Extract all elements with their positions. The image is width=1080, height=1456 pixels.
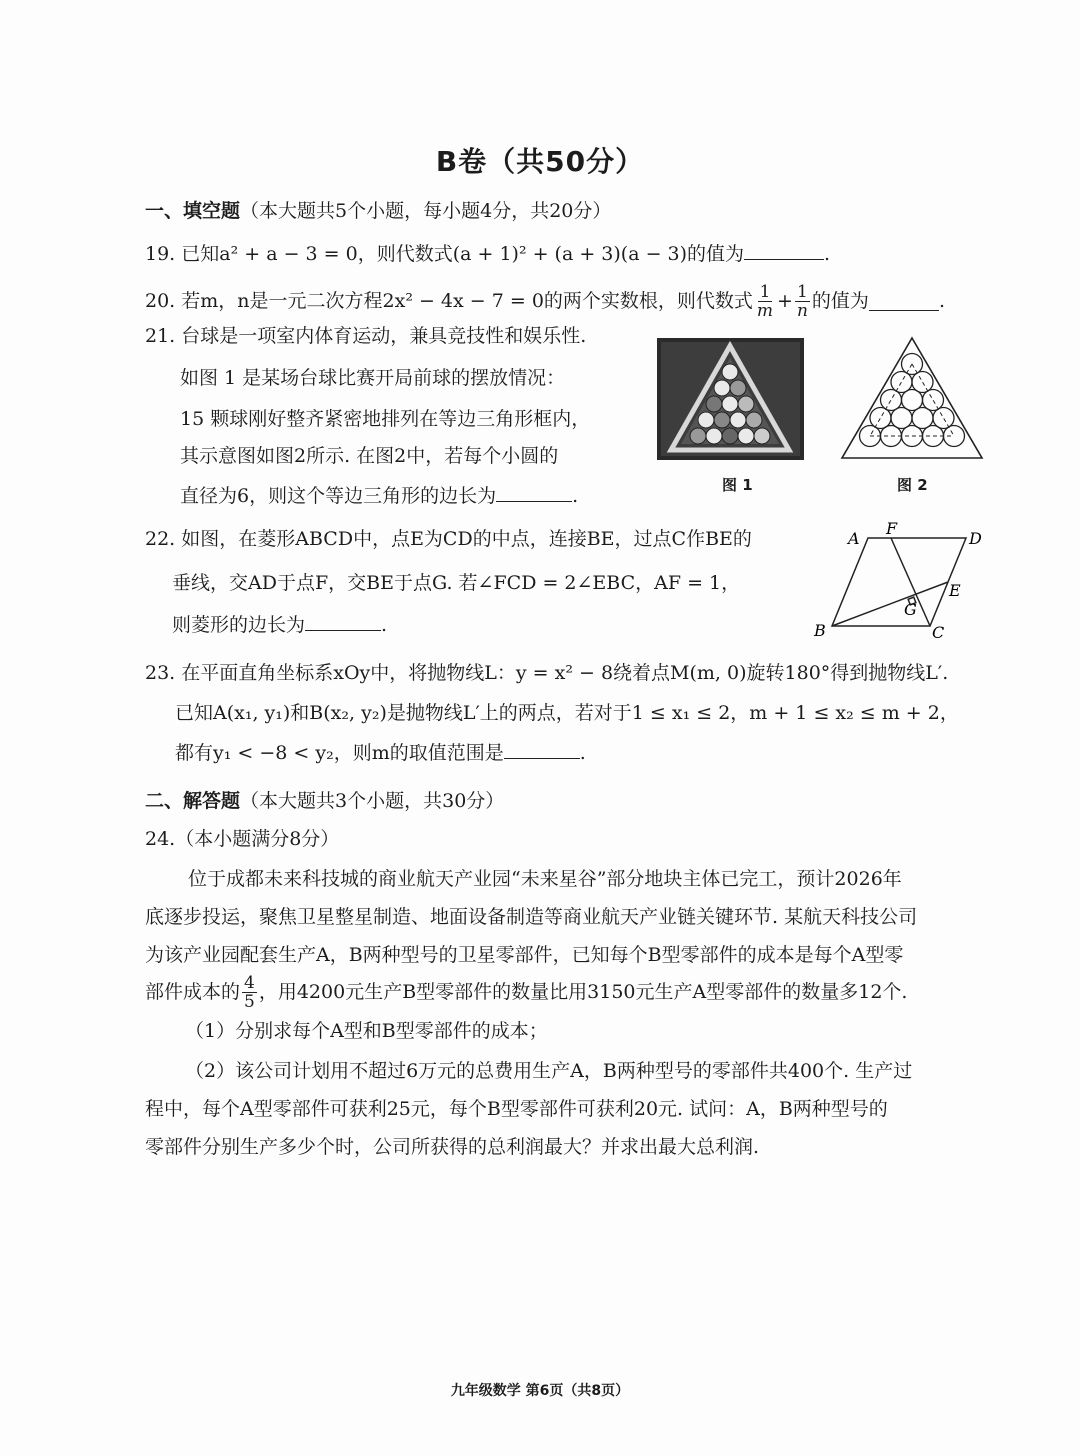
section-1-note: （本大题共5个小题，每小题4分，共20分） (240, 200, 612, 222)
billiard-photo-figure (657, 338, 804, 460)
question-24-para-line-4-b: ，用4200元生产B型零部件的数量比用3150元生产A型零部件的数量多12个. (258, 981, 908, 1003)
label-A: A (848, 529, 860, 548)
fraction-denominator: 5 (244, 991, 255, 1012)
question-22-end: . (381, 614, 388, 636)
question-21-line-3: 15 颗球刚好整齐紧密地排列在等边三角形框内， (180, 408, 591, 430)
answer-blank-21 (496, 483, 572, 502)
question-24-para-line-4-a: 部件成本的 (145, 981, 241, 1003)
page-title: B卷（共50分） (435, 145, 645, 178)
fraction-denominator: n (796, 300, 808, 321)
question-20 (145, 281, 945, 321)
question-21-line-5-text: 直径为6，则这个等边三角形的边长为 (180, 485, 497, 507)
section-2-heading (145, 788, 504, 814)
answer-blank-20 (869, 292, 939, 311)
label-B: B (814, 621, 826, 640)
label-E: E (949, 581, 961, 600)
label-G: G (904, 600, 917, 619)
page-footer: 九年级数学 第6页（共8页） (450, 1383, 630, 1399)
fraction-numerator: 1 (759, 281, 771, 302)
question-24-para-line-4 (145, 972, 907, 1012)
question-20-end: . (938, 290, 945, 312)
question-24-sub-1: （1）分别求每个A型和B型零部件的成本； (185, 1020, 548, 1042)
rhombus-figure (808, 518, 998, 644)
figure-1-caption: 图 1 (722, 476, 753, 494)
triangle-circles-figure (840, 336, 984, 462)
question-22-line-3 (172, 612, 387, 638)
question-23-line-1: 23. 在平面直角坐标系xOy中，将抛物线L：y = x² − 8绕着点M(m, 0)旋转180°得到抛物线L′. (145, 662, 949, 684)
fraction-numerator: 4 (244, 972, 255, 993)
question-21-line-4: 其示意图如图2所示. 在图2中，若每个小圆的 (180, 445, 559, 467)
question-19-end: . (824, 243, 831, 265)
fraction-1-over-m (755, 283, 775, 320)
answer-blank-19 (744, 241, 824, 260)
section-2-note: （本大题共3个小题，共30分） (240, 790, 505, 812)
question-19 (145, 241, 830, 267)
question-23-line-3-text: 都有y₁ < −8 < y₂，则m的取值范围是 (175, 742, 504, 764)
question-21-line-2: 如图 1 是某场台球比赛开局前球的摆放情况： (180, 367, 566, 389)
question-24-sub-2-line-3: 零部件分别生产多少个时，公司所获得的总利润最大？并求出最大总利润. (145, 1136, 760, 1158)
section-2-label: 二、解答题 (145, 790, 241, 812)
question-23-line-2: 已知A(x₁, y₁)和B(x₂, y₂)是抛物线L′上的两点，若对于1 ≤ x₁ ≤ 2，m + 1 ≤ x₂ ≤ m + 2， (175, 702, 959, 724)
label-D: D (969, 529, 982, 548)
question-23-end: . (579, 742, 586, 764)
question-22-line-1: 22. 如图，在菱形ABCD中，点E为CD的中点，连接BE，过点C作BE的 (145, 528, 752, 550)
section-1-label: 一、填空题 (145, 200, 241, 222)
question-22-line-2: 垂线，交AD于点F，交BE于点G. 若∠FCD = 2∠EBC，AF = 1， (172, 572, 741, 594)
question-20-text-b: 的值为 (811, 290, 869, 312)
plus-sign: + (777, 290, 793, 312)
question-21-line-1: 21. 台球是一项室内体育运动，兼具竞技性和娱乐性. (145, 325, 587, 347)
section-1-heading (145, 198, 611, 224)
question-24-para-line-2: 底逐步投运，聚焦卫星整星制造、地面设备制造等商业航天产业链关键环节. 某航天科技公司 (145, 906, 918, 928)
question-24-para-line-3: 为该产业园配套生产A，B两种型号的卫星零部件，已知每个B型零部件的成本是每个A型零 (145, 944, 904, 966)
question-24-header: 24.（本小题满分8分） (145, 828, 340, 850)
label-F: F (886, 519, 898, 538)
question-24-para-line-1: 位于成都未来科技城的商业航天产业园“未来星谷”部分地块主体已完工，预计2026年 (188, 868, 902, 890)
question-24-sub-2-line-2: 程中，每个A型零部件可获利25元，每个B型零部件可获利20元. 试问：A，B两种型号的 (145, 1098, 888, 1120)
question-21-end: . (572, 485, 579, 507)
answer-blank-22 (305, 612, 381, 631)
fraction-denominator: m (756, 300, 774, 321)
fraction-1-over-n (795, 283, 810, 320)
fraction-4-over-5 (242, 974, 257, 1011)
question-21-line-5 (180, 483, 578, 509)
question-23-line-3 (175, 740, 586, 766)
label-C: C (932, 623, 945, 642)
figure-2-caption: 图 2 (897, 476, 928, 494)
question-20-text-a: 20. 若m，n是一元二次方程2x² − 4x − 7 = 0的两个实数根，则代数式 (145, 290, 753, 312)
question-22-line-3-text: 则菱形的边长为 (172, 614, 306, 636)
question-24-sub-2-line-1: （2）该公司计划用不超过6万元的总费用生产A，B两种型号的零部件共400个. 生产过 (185, 1060, 913, 1082)
question-19-text: 19. 已知a² + a − 3 = 0，则代数式(a + 1)² + (a + 3)(a − 3)的值为 (145, 243, 745, 265)
fraction-numerator: 1 (797, 281, 808, 302)
answer-blank-23 (504, 740, 580, 759)
